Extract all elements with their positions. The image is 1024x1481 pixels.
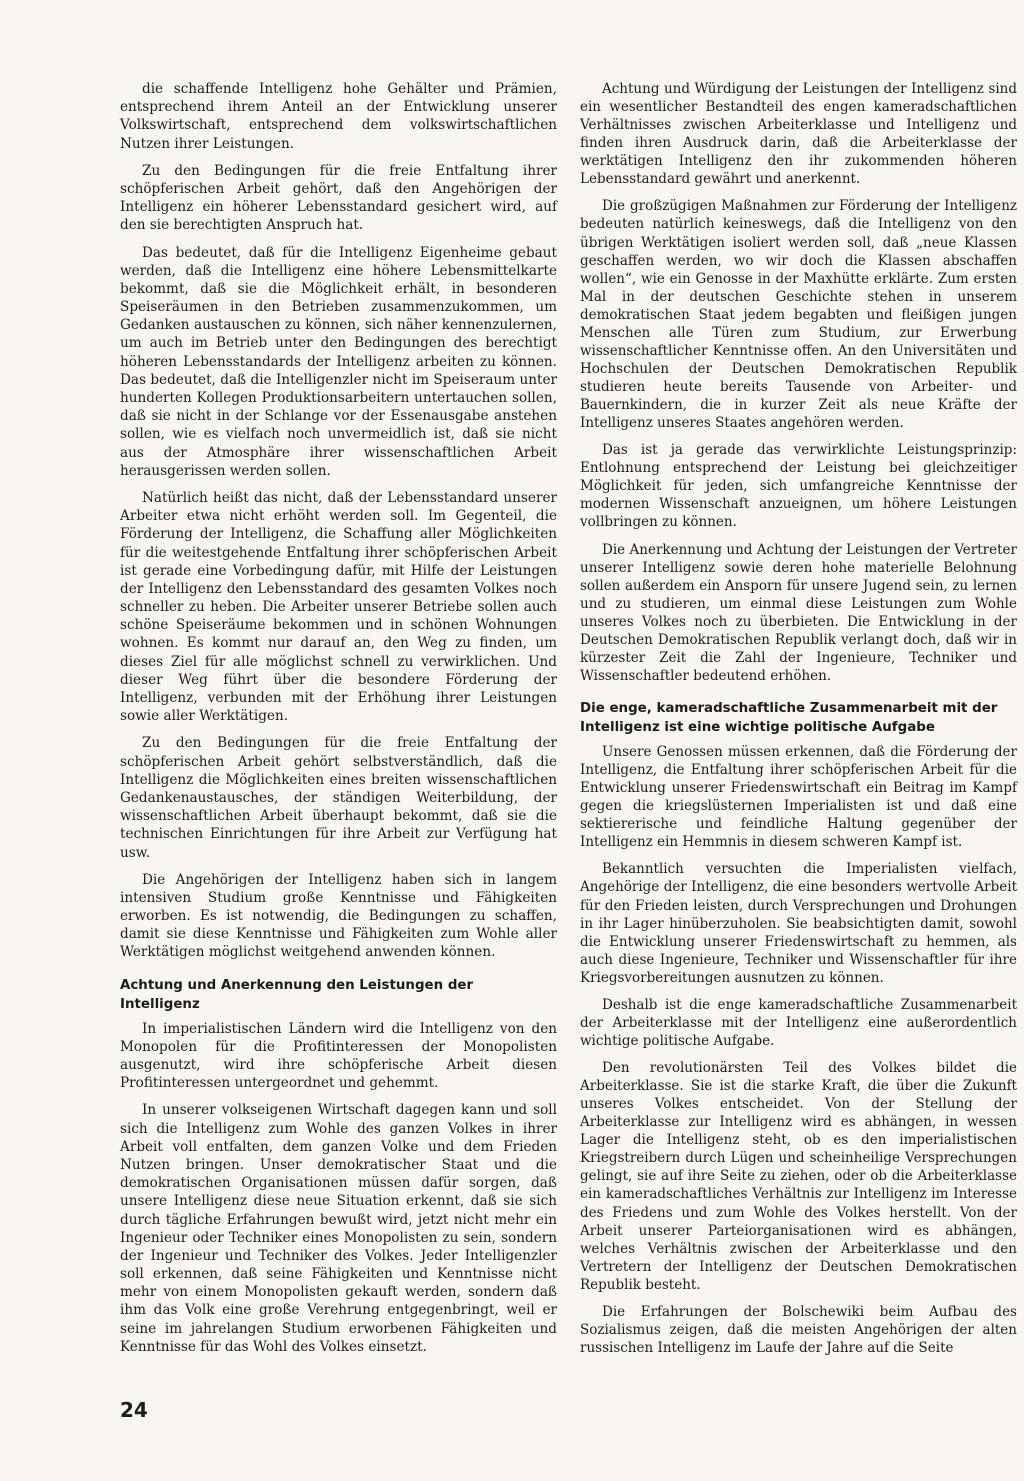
paragraph: Die Erfahrungen der Bolschewiki beim Aufbau des Sozialismus zeigen, daß die meisten Angehörigen der alten russischen Intelligenz im Laufe der Jahre auf die Seite [580, 1303, 1017, 1356]
paragraph: Unsere Genossen müssen erkennen, daß die Förderung der Intelligenz, die Entfaltung ihrer schöpferischen Arbeit für die Entwicklung unserer Friedenswirtschaft ein Beitrag im Kampf gegen die kriegslüsternen Imperialisten ist und daß eine sektiererische und feindliche Haltung gegenüber der Intelligenz ein Hemmnis in diesem schweren Kampf ist. [580, 744, 1017, 851]
section-heading: Die enge, kameradschaftliche Zusammenarbeit mit der Intelligenz ist eine wichtige politische Aufgabe [580, 701, 998, 735]
paragraph: Zu den Bedingungen für die freie Entfaltung der schöpferischen Arbeit gehört selbstverständlich, daß die Intelligenz die Möglichkeiten eines breiten wissenschaftlichen Gedankenaustausches, der ständigen Weiterbildung, der wissenschaftlichen Arbeit überhaupt bekommt, daß sie die technischen Einrichtungen für ihre Arbeit zur Verfügung hat usw. [120, 735, 557, 861]
paragraph: Das ist ja gerade das verwirklichte Leistungsprinzip: Entlohnung entsprechend der Leistung bei gleichzeitiger Möglichkeit für jeden, sich umfangreiche Kenntnisse der modernen Wissenschaft anzueignen, um höhere Leistungen vollbringen zu können. [580, 442, 1017, 531]
paragraph: Das bedeutet, daß für die Intelligenz Eigenheime gebaut werden, daß die Intelligenz eine höhere Lebensmittelkarte bekommt, daß sie die Möglichkeit erhält, in besonderen Speiseräumen in den Betrieben zusammenzukommen, um Gedanken austauschen zu können, sich näher kennenzulernen, um auch im Betrieb unter den Bedingungen des berechtigt höheren Lebensstandards der Intelligenz arbeiten zu können. Das bedeutet, daß die Intelligenzler nicht im Speiseraum unter hunderten Kollegen Produktionsarbeitern untertauchen sollen, daß sie nicht in der Schlange vor der Essenausgabe anstehen sollen, wie es vielfach noch unvermeidlich ist, daß sie nicht aus der Atmosphäre ihrer wissenschaftlichen Arbeit herausgerissen werden sollen. [120, 244, 557, 479]
paragraph: Natürlich heißt das nicht, daß der Lebensstandard unserer Arbeiter etwa nicht erhöht werden soll. Im Gegenteil, die Förderung der Intelligenz, die Schaffung aller Möglichkeiten für die weitestgehende Entfaltung ihrer schöpferischen Arbeit ist gerade eine Vorbedingung dafür, mit Hilfe der Leistungen der Intelligenz den Lebensstandard des gesamten Volkes noch schneller zu heben. Die Arbeiter unserer Betriebe sollen auch schöne Speiseräume bekommen und in schönen Wohnungen wohnen. Es kommt nur darauf an, den Weg zu finden, um dieses Ziel für alle möglichst schnell zu verwirklichen. Und dieser Weg führt über die besondere Förderung der Intelligenz, verbunden mit der Erhöhung ihrer Leistungen sowie aller Werktätigen. [120, 489, 557, 725]
paragraph: Achtung und Würdigung der Leistungen der Intelligenz sind ein wesentlicher Bestandteil des engen kameradschaftlichen Verhältnisses zwischen Arbeiterklasse und Intelligenz und finden ihren Ausdruck darin, daß die Arbeiterklasse der werktätigen Intelligenz den ihr zukommenden höheren Lebensstandard gewährt und anerkennt. [580, 81, 1017, 188]
paragraph: In imperialistischen Ländern wird die Intelligenz von den Monopolen für die Profitinteressen der Monopolisten ausgenutzt, wird ihre schöpferische Arbeit diesen Profitinteressen untergeordnet und gehemmt. [120, 1020, 557, 1092]
left-text-column [120, 80, 557, 1365]
paragraph: Die großzügigen Maßnahmen zur Förderung der Intelligenz bedeuten natürlich keineswegs, daß die Intelligenz von den übrigen Werktätigen isoliert werden soll, daß „neue Klassen geschaffen werden, wo wir doch die Klassen abschaffen wollen“, wie ein Genosse in der Maxhütte erklärte. Zum ersten Mal in der deutschen Geschichte stehen in unserem demokratischen Staat jedem begabten und fleißigen jungen Menschen alle Türen zum Studium, zur Erwerbung wissenschaftlicher Kenntnisse offen. An den Universitäten und Hochschulen der Deutschen Demokratischen Republik studieren heute bereits Tausende von Arbeiter- und Bauernkindern, die in kurzer Zeit als neue Kräfte der Intelligenz unseres Staates angehören werden. [580, 198, 1017, 432]
paragraph: Bekanntlich versuchten die Imperialisten vielfach, Angehörige der Intelligenz, die eine besonders wertvolle Arbeit für den Frieden leisten, durch Versprechungen und Drohungen in ihr Lager hinüberzuholen. Sie beabsichtigten damit, sowohl die Entwicklung unserer Friedenswirtschaft zu hemmen, als auch diese Ingenieure, Techniker und Wissenschaftler für ihre Kriegsvorbereitungen ausnutzen zu können. [580, 861, 1017, 986]
paragraph: Die Anerkennung und Achtung der Leistungen der Vertreter unserer Intelligenz sowie deren hohe materielle Belohnung sollen außerdem ein Ansporn für unsere Jugend sein, zu lernen und zu studieren, um einmal diese Leistungen zum Wohle unseres Volkes noch zu überbieten. Die Entwicklung in der Deutschen Demokratischen Republik verlangt doch, daß wir in kürzester Zeit die Zahl der Ingenieure, Techniker und Wissenschaftler bedeutend erhöhen. [580, 541, 1017, 684]
page-number: 24 [120, 1398, 148, 1422]
right-text-column [580, 80, 1017, 1366]
paragraph: die schaffende Intelligenz hohe Gehälter und Prämien, entsprechend ihrem Anteil an der Entwicklung unserer Volkswirtschaft, entsprechend dem volkswirtschaftlichen Nutzen ihrer Leistungen. [120, 81, 557, 152]
paragraph: Deshalb ist die enge kameradschaftliche Zusammenarbeit der Arbeiterklasse mit der Intelligenz eine außerordentlich wichtige politische Aufgabe. [580, 996, 1017, 1049]
paragraph: Zu den Bedingungen für die freie Entfaltung ihrer schöpferischen Arbeit gehört, daß den Angehörigen der Intelligenz ein höherer Lebensstandard gesichert wird, auf den sie berechtigten Anspruch hat. [120, 162, 557, 234]
paragraph: In unserer volkseigenen Wirtschaft dagegen kann und soll sich die Intelligenz zum Wohle des ganzen Volkes in ihrer Arbeit voll entfalten, dem ganzen Volke und dem Frieden Nutzen bringen. Unser demokratischer Staat und die demokratischen Organisationen müssen dafür sorgen, daß unsere Intelligenz diese neue Situation erkennt, daß sie sich durch tägliche Erfahrungen bewußt wird, jetzt nicht mehr ein Ingenieur oder Techniker eines Monopolisten zu sein, sondern der Ingenieur und Techniker des Volkes. Jeder Intelligenzler soll erkennen, daß seine Fähigkeiten und Kenntnisse nicht mehr von einem Monopolisten gekauft werden, sondern daß ihm das Volk eine große Verehrung entgegenbringt, weil er seine im jahrelangen Studium erworbenen Fähigkeiten und Kenntnisse für das Wohl des Volkes einsetzt. [120, 1102, 557, 1355]
paragraph: Die Angehörigen der Intelligenz haben sich in langem intensiven Studium große Kenntnisse und Fähigkeiten erworben. Es ist notwendig, die Bedingungen zu schaffen, damit sie diese Kenntnisse und Fähigkeiten zum Wohle aller Werktätigen möglichst weitgehend anwenden können. [120, 871, 557, 961]
paragraph: Den revolutionärsten Teil des Volkes bildet die Arbeiterklasse. Sie ist die starke Kraft, die über die Zukunft unseres Volkes entscheidet. Von der Stellung der Arbeiterklasse zur Intelligenz wird es abhängen, in wessen Lager die Intelligenz steht, ob es den imperialistischen Kriegstreibern durch Lügen und scheinheilige Versprechungen gelingt, sie auf ihre Seite zu ziehen, oder ob die Arbeiterklasse ein kameradschaftliches Verhältnis zur Intelligenz im Interesse des Friedens und zum Wohle des Volkes herstellt. Von der Arbeit unserer Parteiorganisationen wird es abhängen, welches Verhältnis zwischen der Arbeiterklasse und den Vertretern der Intelligenz der Deutschen Demokratischen Republik besteht. [580, 1060, 1017, 1293]
section-heading: Achtung und Anerkennung den Leistungen der Intelligenz [120, 977, 474, 1012]
